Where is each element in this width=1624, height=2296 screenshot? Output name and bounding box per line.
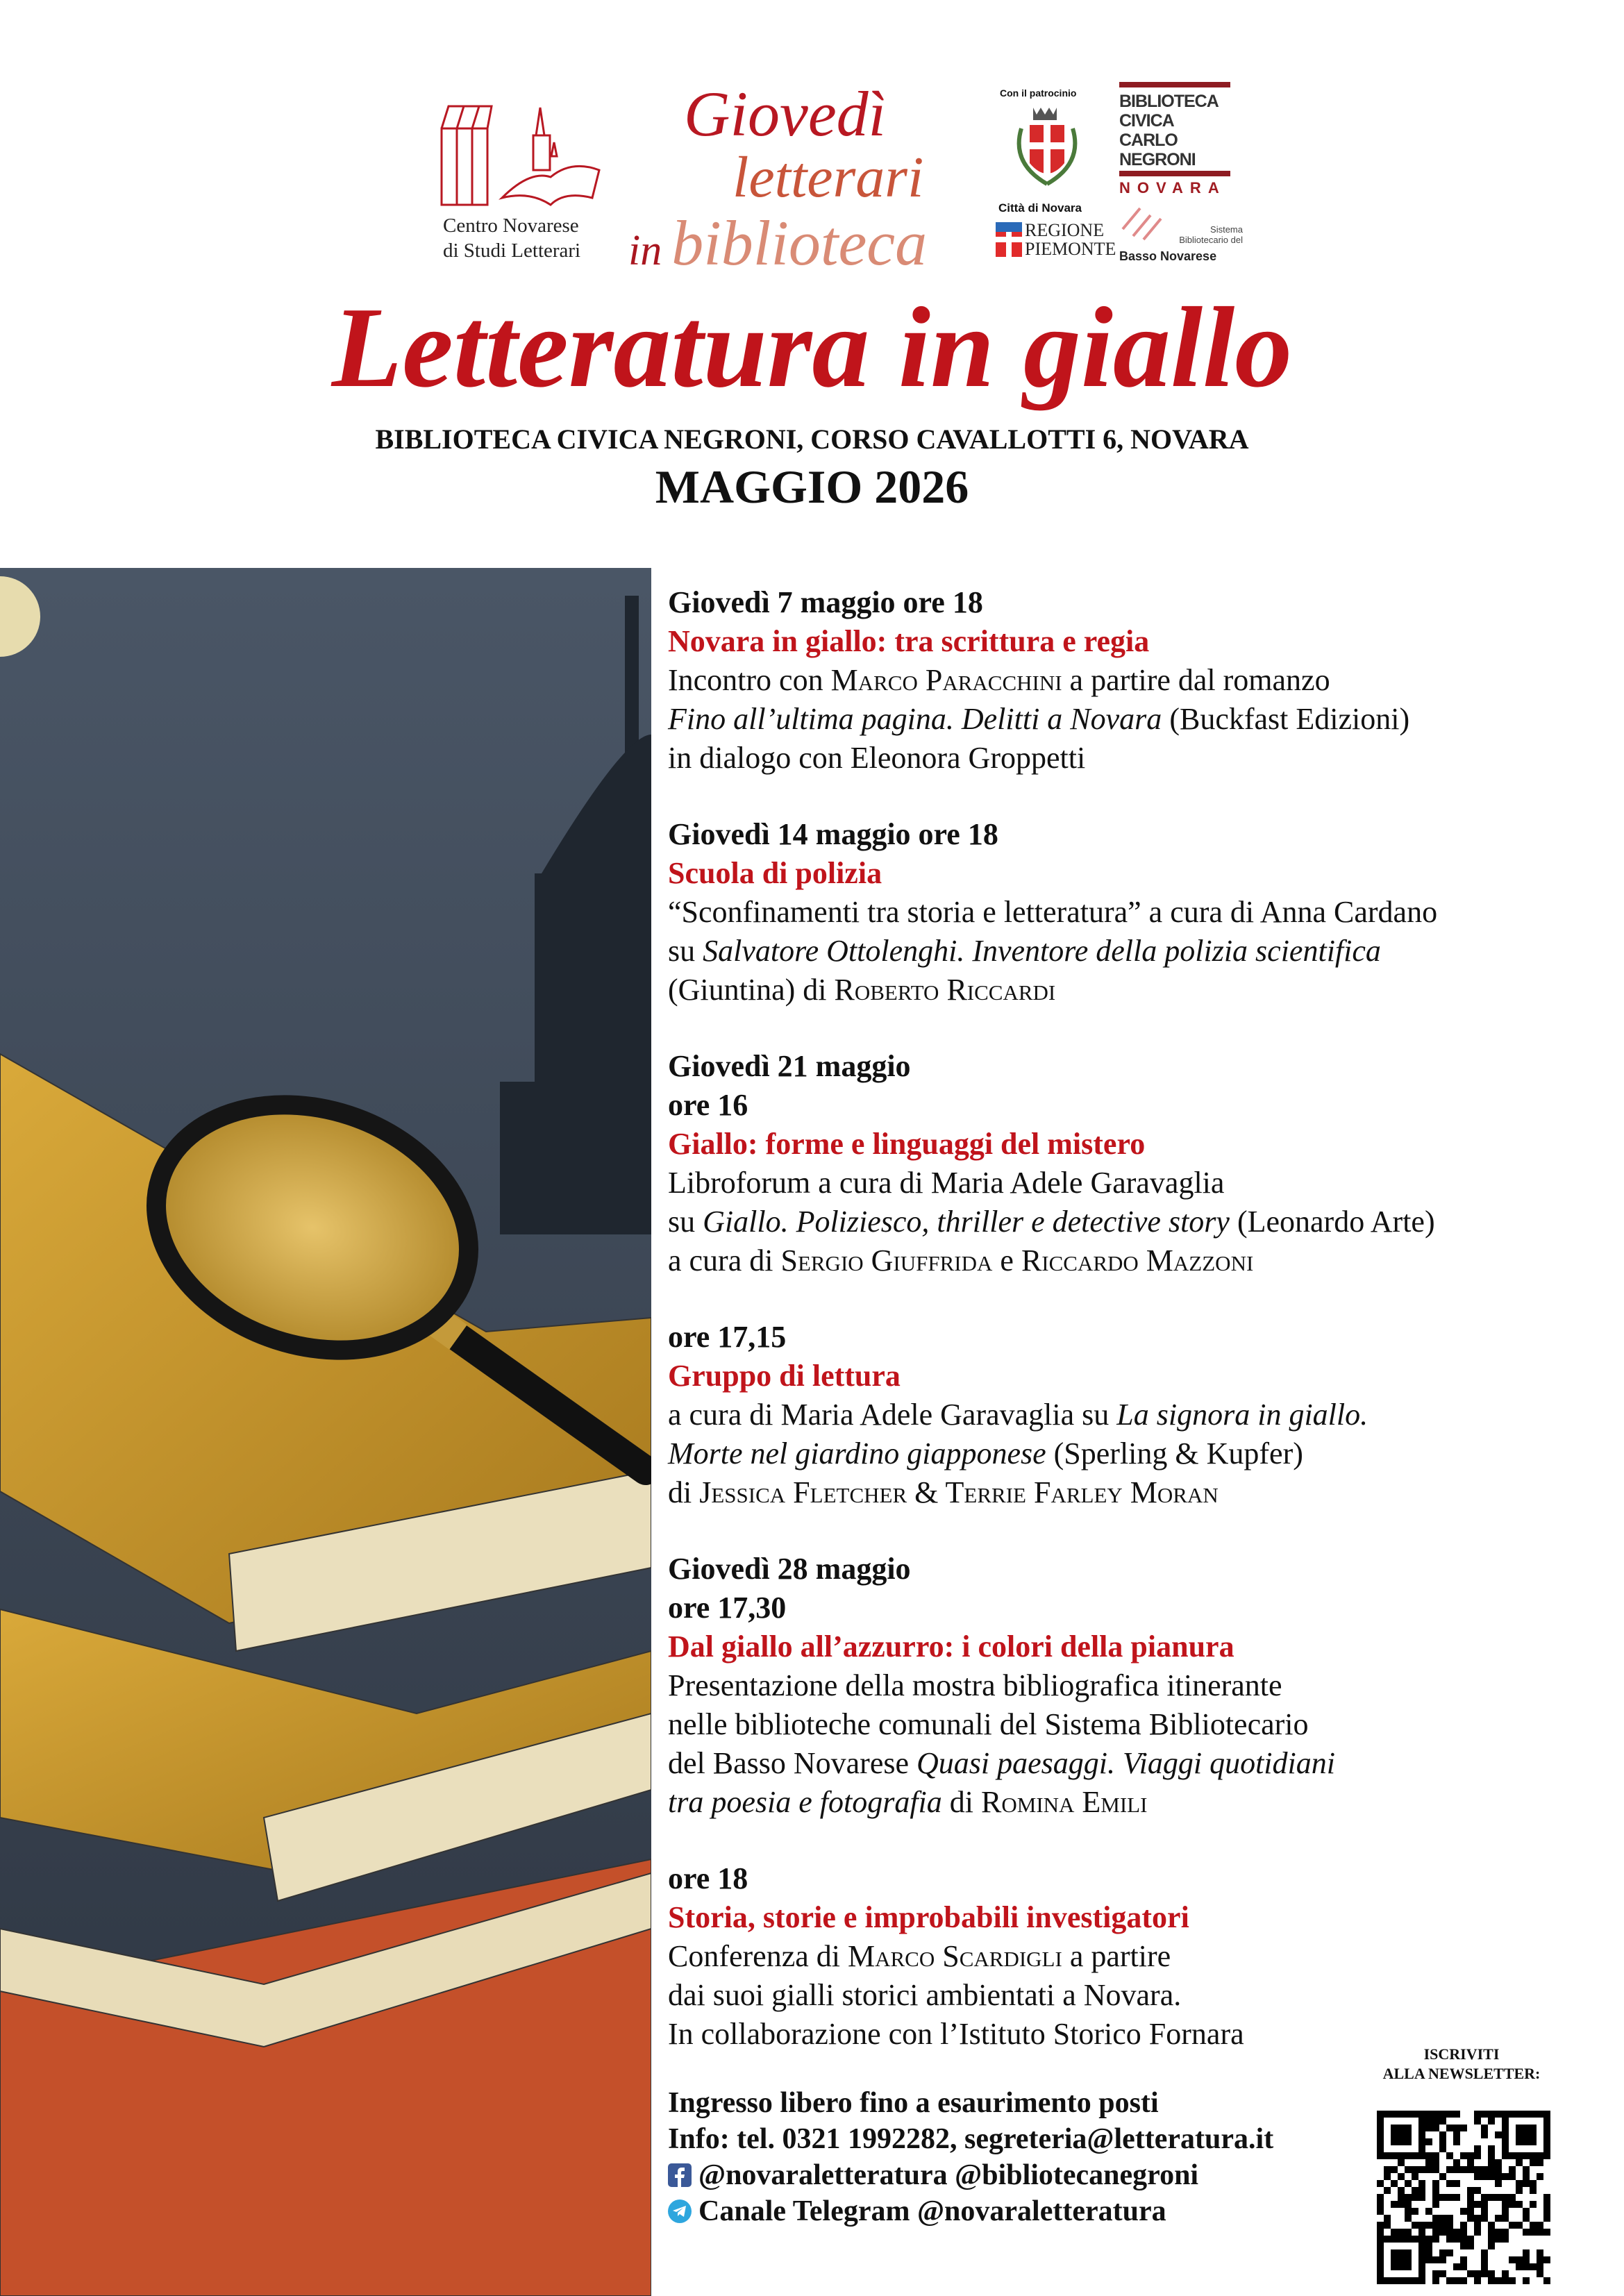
contact-info[interactable]: Info: tel. 0321 1992282, segreteria@letteratura.it xyxy=(668,2123,1274,2155)
event-date: Giovedì 28 maggio xyxy=(668,1552,911,1586)
book-title: Salvatore Ottolenghi. Inventore della polizia scientifica xyxy=(703,934,1381,968)
logo-centro-line1: Centro Novarese xyxy=(443,215,579,237)
text-segment: “Sconfinamenti tra storia e letteratura” a cura di Anna Cardano xyxy=(668,895,1438,929)
text-segment: e xyxy=(992,1243,1021,1277)
text-segment: Incontro con xyxy=(668,663,831,697)
logo-giovedi-in: in xyxy=(628,227,662,274)
facebook-row[interactable] xyxy=(668,2157,1273,2193)
regione-line2: PIEMONTE xyxy=(1025,239,1116,259)
logo-patrocinio xyxy=(991,83,1116,278)
bib-line-3: CARLO xyxy=(1119,131,1178,150)
text-segment: a cura di xyxy=(668,1243,781,1277)
event-description-line xyxy=(668,1666,1571,1705)
logo-bar-top xyxy=(1119,82,1230,87)
bib-line-1: BIBLIOTECA xyxy=(1119,92,1219,111)
telegram-row[interactable] xyxy=(668,2193,1273,2229)
text-segment: Presentazione della mostra bibliografica itinerante xyxy=(668,1668,1282,1702)
newsletter-line1: ISCRIVITI xyxy=(1423,2045,1500,2063)
text-segment: a cura di Maria Adele Garavaglia su xyxy=(668,1398,1117,1432)
event-description-line xyxy=(668,1241,1571,1280)
text-segment: su xyxy=(668,934,703,968)
author-name: Roberto Riccardi xyxy=(834,973,1056,1007)
event-description-line xyxy=(668,661,1571,700)
basso-novarese: Basso Novarese xyxy=(1119,249,1217,263)
book-title: Morte nel giardino giapponese xyxy=(668,1436,1046,1470)
event-date: ore 16 xyxy=(668,1088,748,1122)
text-segment: dai suoi gialli storici ambientati a Novara. xyxy=(668,1978,1182,2012)
event-description-line xyxy=(668,1705,1571,1744)
logo-bar-bottom xyxy=(1119,171,1230,176)
text-segment: Libroforum a cura di Maria Adele Garavaglia xyxy=(668,1166,1225,1200)
logo-centro-novarese xyxy=(436,101,603,274)
event-description-line xyxy=(668,1744,1571,1783)
event-item xyxy=(668,1859,1571,2054)
patrocinio-label: Con il patrocinio xyxy=(1000,87,1077,99)
telegram-channel: Canale Telegram @novaraletteratura xyxy=(698,2195,1166,2227)
logo-giovedi-biblioteca: biblioteca xyxy=(671,208,928,278)
event-description-line xyxy=(668,1937,1571,1976)
text-segment: del Basso Novarese xyxy=(668,1746,917,1780)
event-description-line xyxy=(668,932,1571,971)
patrocinio-city: Città di Novara xyxy=(998,201,1082,215)
logo-giovedi-giovedi: Giovedì xyxy=(684,78,887,149)
facebook-icon xyxy=(668,2163,692,2187)
event-description-line xyxy=(668,739,1571,778)
book-title: Quasi paesaggi. Viaggi quotidiani xyxy=(916,1746,1335,1780)
event-title: Storia, storie e improbabili investigatori xyxy=(668,1900,1189,1934)
event-title: Giallo: forme e linguaggi del mistero xyxy=(668,1127,1146,1161)
text-segment: su xyxy=(668,1205,703,1239)
footer-info xyxy=(668,2085,1273,2229)
book-title: Giallo. Poliziesco, thriller e detective story xyxy=(703,1205,1230,1239)
logo-giovedi-letterari xyxy=(628,78,989,280)
event-title: Gruppo di lettura xyxy=(668,1359,901,1393)
event-title: Dal giallo all’azzurro: i colori della pianura xyxy=(668,1629,1234,1664)
bib-line-2: CIVICA xyxy=(1119,111,1174,131)
book-title: Fino all’ultima pagina. Delitti a Novara xyxy=(668,702,1162,736)
books-magnifier-illustration xyxy=(0,568,651,2296)
bib-novara: NOVARA xyxy=(1119,179,1226,196)
event-title: Novara in giallo: tra scrittura e regia xyxy=(668,624,1150,658)
event-date: ore 17,15 xyxy=(668,1320,787,1354)
author-name: Marco Paracchini xyxy=(830,663,1062,697)
author-name: Sergio Giuffrida xyxy=(780,1243,993,1277)
event-description-line xyxy=(668,1203,1571,1241)
event-date: Giovedì 14 maggio ore 18 xyxy=(668,817,998,851)
logo-centro-line2: di Studi Letterari xyxy=(443,240,581,262)
text-segment: (Leonardo Arte) xyxy=(1229,1205,1435,1239)
book-title: tra poesia e fotografia xyxy=(668,1785,942,1819)
author-name: Jessica Fletcher & Terrie Farley Moran xyxy=(699,1475,1219,1509)
telegram-icon xyxy=(668,2199,692,2223)
novara-coat-of-arms-icon xyxy=(1009,104,1085,198)
regione-piemonte-flag-icon xyxy=(996,222,1022,257)
events-list xyxy=(668,583,1571,2091)
books-cathedral-icon xyxy=(436,101,603,212)
text-segment: Conferenza di xyxy=(668,1939,848,1973)
month: MAGGIO 2026 xyxy=(655,460,969,513)
sistema-line2: Bibliotecario del xyxy=(1179,235,1243,245)
event-title: Scuola di polizia xyxy=(668,856,882,890)
bib-line-4: NEGRONI xyxy=(1119,150,1196,169)
venue: BIBLIOTECA CIVICA NEGRONI, CORSO CAVALLOTTI 6, NOVARA xyxy=(375,424,1249,455)
event-date: Giovedì 7 maggio ore 18 xyxy=(668,585,983,619)
event-description-line xyxy=(668,1164,1571,1203)
newsletter-label xyxy=(1361,2045,1562,2084)
book-title: La signora in giallo. xyxy=(1116,1398,1368,1432)
text-segment: di xyxy=(668,1475,700,1509)
event-date: Giovedì 21 maggio xyxy=(668,1049,911,1083)
event-item xyxy=(668,815,1571,1009)
logo-biblioteca-negroni xyxy=(1119,82,1244,280)
entry-info: Ingresso libero fino a esaurimento posti xyxy=(668,2087,1159,2119)
text-segment: In collaborazione con l’Istituto Storico Fornara xyxy=(668,2017,1244,2051)
event-date: ore 17,30 xyxy=(668,1591,787,1625)
event-item xyxy=(668,583,1571,778)
sistema-line1: Sistema xyxy=(1210,224,1243,235)
text-segment: a partire xyxy=(1062,1939,1171,1973)
event-description-line xyxy=(668,1396,1571,1434)
event-description-line xyxy=(668,1473,1571,1512)
text-segment: (Giuntina) di xyxy=(668,973,835,1007)
text-segment: di xyxy=(941,1785,982,1819)
author-name: Romina Emili xyxy=(981,1785,1148,1819)
event-description-line xyxy=(668,893,1571,932)
text-segment: (Sperling & Kupfer) xyxy=(1046,1436,1303,1470)
regione-line1: REGIONE xyxy=(1025,220,1105,240)
event-description-line xyxy=(668,700,1571,739)
newsletter-qr-code[interactable] xyxy=(1377,2111,1550,2284)
event-description-line xyxy=(668,1976,1571,2015)
event-description-line xyxy=(668,971,1571,1009)
event-item xyxy=(668,1550,1571,1822)
author-name: Marco Scardigli xyxy=(848,1939,1062,1973)
event-description-line xyxy=(668,1434,1571,1473)
newsletter-line2: ALLA NEWSLETTER: xyxy=(1382,2065,1541,2082)
event-item xyxy=(668,1318,1571,1512)
logo-giovedi-row3 xyxy=(628,208,989,278)
author-name: Riccardo Mazzoni xyxy=(1021,1243,1254,1277)
event-description-line xyxy=(668,1783,1571,1822)
text-segment: a partire dal romanzo xyxy=(1062,663,1330,697)
event-date: ore 18 xyxy=(668,1861,748,1895)
logo-giovedi-letterari-word: letterari xyxy=(733,145,924,210)
text-segment: nelle biblioteche comunali del Sistema Bibliotecario xyxy=(668,1707,1309,1741)
facebook-handles: @novaraletteratura @bibliotecanegroni xyxy=(698,2159,1199,2191)
text-segment: in dialogo con Eleonora Groppetti xyxy=(668,741,1086,775)
event-item xyxy=(668,1047,1571,1280)
page-title: Letteratura in giallo xyxy=(331,283,1293,411)
text-segment: (Buckfast Edizioni) xyxy=(1162,702,1410,736)
